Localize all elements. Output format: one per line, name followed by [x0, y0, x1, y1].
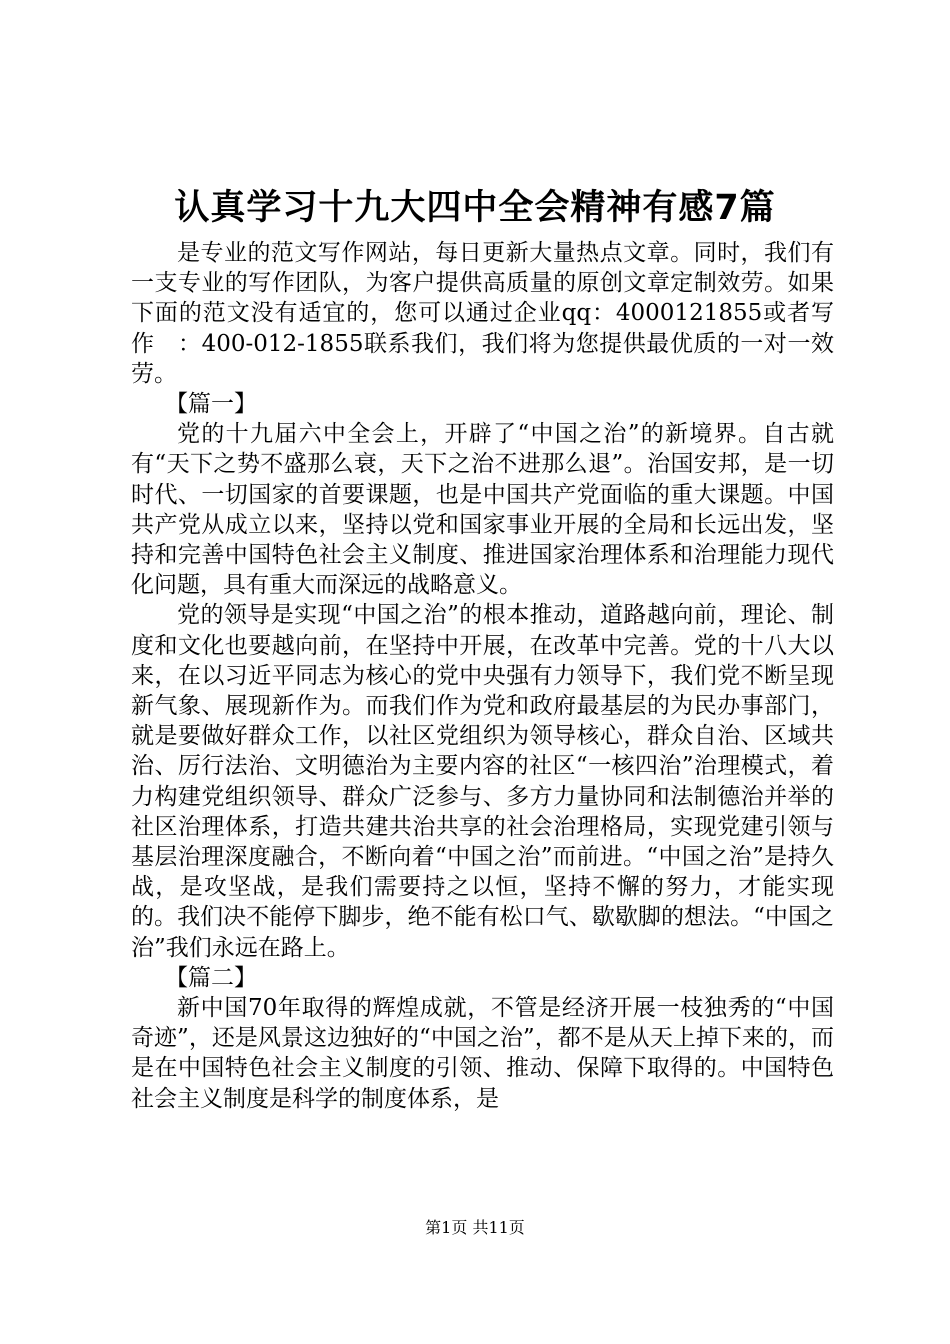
- section-2-paragraph-1: 新中国70年取得的辉煌成就，不管是经济开展一枝独秀的“中国奇迹”，还是风景这边独好的“中国之治”，都不是从天上掉下来的，而是在中国特色社会主义制度的引领、推动、保障下取得的。中国特色社会主义制度是科学的制度体系，是: [131, 995, 834, 1112]
- intro-paragraph: 是专业的范文写作网站，每日更新大量热点文章。同时，我们有一支专业的写作团队，为客户提供高质量的原创文章定制效劳。如果下面的范文没有适宜的，您可以通过企业qq：4000121855或者写作 ：400-012-1855联系我们，我们将为您提供最优质的一对一效劳。: [131, 240, 834, 387]
- section-heading-1: 【篇一】: [165, 391, 257, 418]
- page-footer: 第1页 共11页: [425, 1218, 525, 1237]
- document-body: [131, 238, 834, 1114]
- section-1-paragraph-2: 党的领导是实现“中国之治”的根本推动，道路越向前，理论、制度和文化也要越向前，在坚持中开展，在改革中完善。党的十八大以来，在以习近平同志为核心的党中央强有力领导下，我们党不断呈现新气象、展现新作为。而我们作为党和政府最基层的为民办事部门，就是要做好群众工作，以社区党组织为领导核心，群众自治、区域共治、厉行法治、文明德治为主要内容的社区“一核四治”治理模式，着力构建党组织领导、群众广泛参与、多方力量协同和法制德治并举的社区治理体系，打造共建共治共享的社会治理格局，实现党建引领与基层治理深度融合，不断向着“中国之治”而前进。“中国之治”是持久战，是攻坚战，是我们需要持之以恒，坚持不懈的努力，才能实现的。我们决不能停下脚步，绝不能有松口气、歇歇脚的想法。“中国之治”我们永远在路上。: [131, 602, 834, 961]
- document-title: 认真学习十九大四中全会精神有感7篇: [174, 188, 776, 228]
- section-heading-2: 【篇二】: [165, 964, 257, 991]
- section-1-paragraph-1: 党的十九届六中全会上，开辟了“中国之治”的新境界。自古就有“天下之势不盛那么衰，天下之治不进那么退”。治国安邦，是一切时代、一切国家的首要课题，也是中国共产党面临的重大课题。中国共产党从成立以来，坚持以党和国家事业开展的全局和长远出发，坚持和完善中国特色社会主义制度、推进国家治理体系和治理能力现代化问题，具有重大而深远的战略意义。: [131, 421, 834, 599]
